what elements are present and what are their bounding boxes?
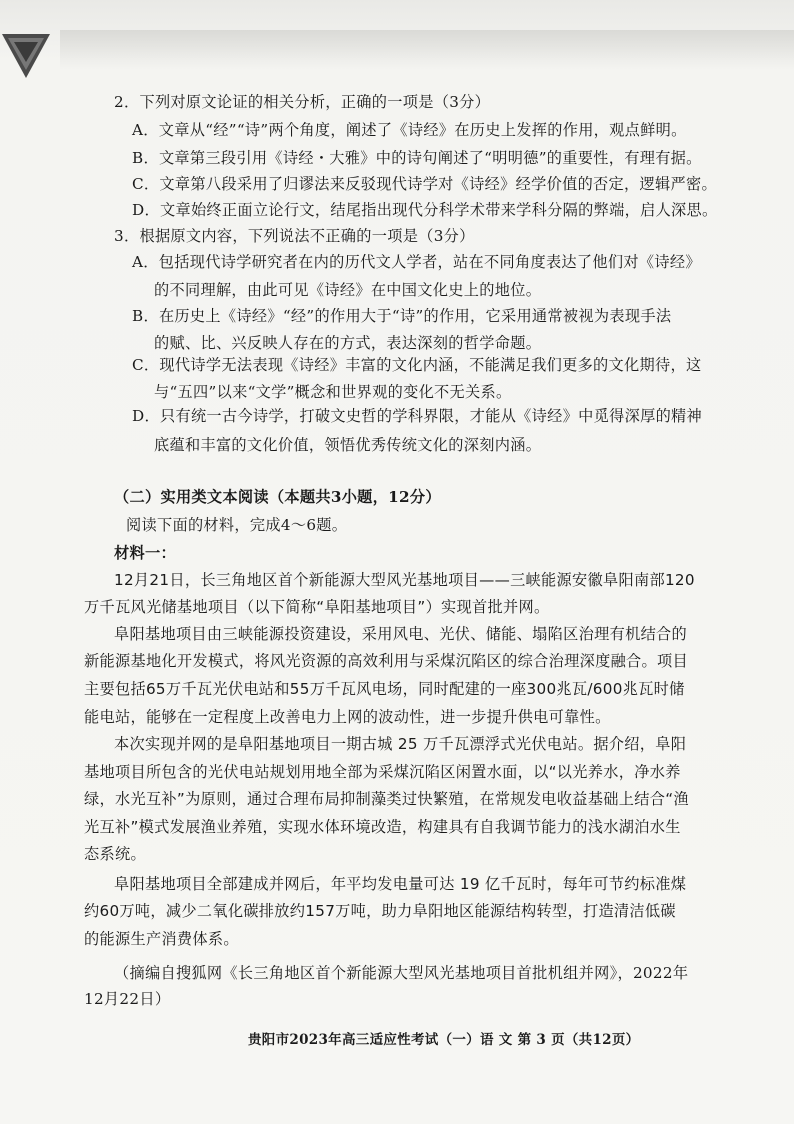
q2-option-d: D．文章始终正面立论行文，结尾指出现代分科学术带来学科分隔的弊端，启人深思。 xyxy=(132,201,718,219)
material-p3-line4: 光互补”模式发展渔业养殖，实现水体环境改造，构建具有自我调节能力的浅水湖泊水生 xyxy=(84,818,681,836)
q2-stem: 2．下列对原文论证的相关分析，正确的一项是（3分） xyxy=(114,93,491,111)
scan-shadow xyxy=(60,30,794,70)
material-p3-line2: 基地项目所包含的光伏电站规划用地全部为采煤沉陷区闲置水面，以“以光养水，净水养 xyxy=(84,763,681,781)
material-p1-line1: 12月21日，长三角地区首个新能源大型风光基地项目——三峡能源安徽阜阳南部120 xyxy=(114,571,695,589)
q2-option-c: C．文章第八段采用了归谬法来反驳现代诗学对《诗经》经学价值的否定，逻辑严密。 xyxy=(132,175,717,193)
material-p3-line1: 本次实现并网的是阜阳基地项目一期古城 25 万千瓦漂浮式光伏电站。据介绍，阜阳 xyxy=(114,735,687,753)
material-label: 材料一： xyxy=(114,544,176,562)
page-footer: 贵阳市2023年高三适应性考试（一）语 文 第 3 页（共12页） xyxy=(248,1032,640,1048)
q3-stem: 3．根据原文内容，下列说法不正确的一项是（3分） xyxy=(114,227,475,245)
material-p2-line3: 主要包括65万千瓦光伏电站和55万千瓦风电场，同时配建的一座300兆瓦/600兆瓦时储 xyxy=(84,680,685,698)
q2-option-a: A．文章从“经”“诗”两个角度，阐述了《诗经》在历史上发挥的作用，观点鲜明。 xyxy=(132,121,687,139)
q3-option-d-cont: 底蕴和丰富的文化价值，领悟优秀传统文化的深刻内涵。 xyxy=(154,436,542,454)
q3-option-c: C．现代诗学无法表现《诗经》丰富的文化内涵，不能满足我们更多的文化期待，这 xyxy=(132,356,702,374)
material-p3-line3: 绿，水光互补”为原则，通过合理布局抑制藻类过快繁殖，在常规发电收益基础上结合“渔 xyxy=(84,790,689,808)
section-heading: （二）实用类文本阅读（本题共3小题，12分） xyxy=(114,488,441,506)
reading-instruction: 阅读下面的材料，完成4～6题。 xyxy=(126,516,348,534)
q3-option-c-cont: 与“五四”以来“文学”概念和世界观的变化不无关系。 xyxy=(154,383,512,401)
q3-option-a: A．包括现代诗学研究者在内的历代文人学者，站在不同角度表达了他们对《诗经》 xyxy=(132,253,701,271)
material-p4-line2: 约60万吨，减少二氧化碳排放约157万吨，助力阜阳地区能源结构转型，打造清洁低碳 xyxy=(84,902,676,920)
material-p2-line2: 新能源基地化开发模式，将风光资源的高效利用与采煤沉陷区的综合治理深度融合。项目 xyxy=(84,652,689,670)
material-p4-line3: 的能源生产消费体系。 xyxy=(84,930,239,948)
material-p2-line4: 能电站，能够在一定程度上改善电力上网的波动性，进一步提升供电可靠性。 xyxy=(84,708,611,726)
q3-option-b-cont: 的赋、比、兴反映人存在的方式，表达深刻的哲学命题。 xyxy=(154,334,542,352)
q3-option-d: D．只有统一古今诗学，打破文史哲的学科界限，才能从《诗经》中觅得深厚的精神 xyxy=(132,407,703,425)
material-p2-line1: 阜阳基地项目由三峡能源投资建设，采用风电、光伏、储能、塌陷区治理有机结合的 xyxy=(114,625,688,643)
corner-emblem-icon xyxy=(0,30,52,82)
material-source-line1: （摘编自搜狐网《长三角地区首个新能源大型风光基地项目首批机组并网》，2022年 xyxy=(114,964,689,982)
q2-option-b: B．文章第三段引用《诗经・大雅》中的诗句阐述了“明明德”的重要性，有理有据。 xyxy=(132,149,702,167)
material-p1-line2: 万千瓦风光储基地项目（以下简称“阜阳基地项目”）实现首批并网。 xyxy=(84,598,550,616)
material-p4-line1: 阜阳基地项目全部建成并网后，年平均发电量可达 19 亿千瓦时，每年可节约标准煤 xyxy=(114,875,687,893)
material-p3-line5: 态系统。 xyxy=(84,845,146,863)
q3-option-b: B．在历史上《诗经》“经”的作用大于“诗”的作用，它采用通常被视为表现手法 xyxy=(132,307,672,325)
material-source-line2: 12月22日） xyxy=(84,990,171,1008)
q3-option-a-cont: 的不同理解，由此可见《诗经》在中国文化史上的地位。 xyxy=(154,281,542,299)
